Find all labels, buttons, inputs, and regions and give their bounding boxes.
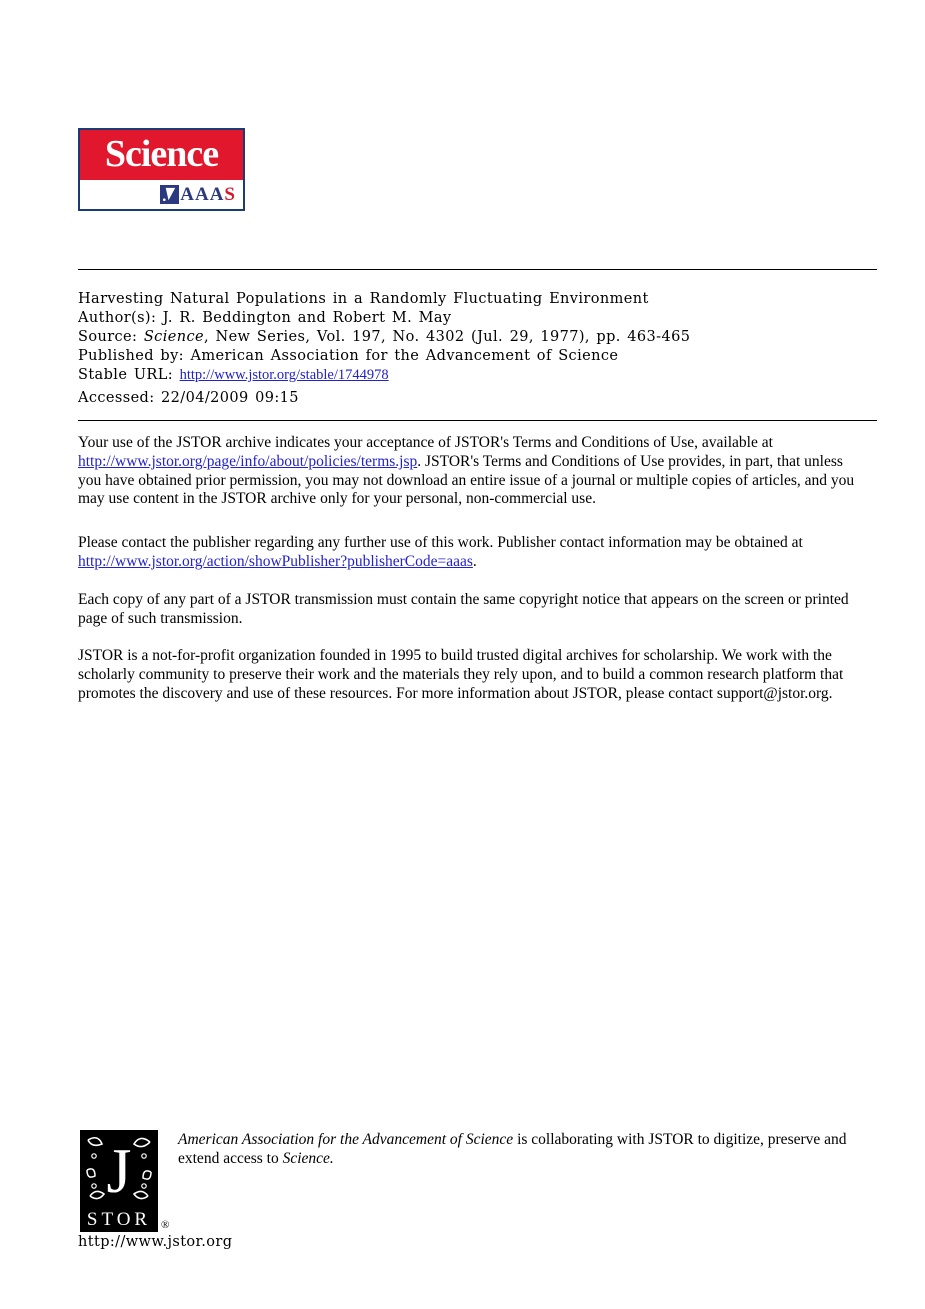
collaboration-note: American Association for the Advancement of Science is collaborating with JSTOR to digitize, preserve and extend access to Science. [178, 1131, 847, 1167]
science-journal-logo [78, 128, 245, 211]
jstor-stor-wordmark: STOR [86, 1209, 152, 1230]
terms-paragraph-3: Each copy of any part of a JSTOR transmission must contain the same copyright notice that appears on the screen or printed page of such transmission. [78, 590, 849, 627]
article-source: Source: Science, New Series, Vol. 197, No. 4302 (Jul. 29, 1977), pp. 463-465 [78, 329, 691, 345]
terms-and-conditions [78, 434, 868, 723]
stable-url-link[interactable]: http://www.jstor.org/stable/1744978 [179, 367, 389, 383]
accessed-date: Accessed: 22/04/2009 09:15 [78, 390, 299, 406]
jstor-logo [80, 1130, 158, 1232]
article-title: Harvesting Natural Populations in a Randomly Fluctuating Environment [78, 291, 649, 307]
terms-policy-link[interactable]: http://www.jstor.org/page/info/about/policies/terms.jsp [78, 452, 418, 470]
divider-top [78, 269, 877, 270]
registered-trademark-symbol: ® [161, 1219, 170, 1231]
collab-journal-name: Science. [282, 1149, 334, 1167]
article-publisher: Published by: American Association for the Advancement of Science [78, 348, 619, 364]
terms-paragraph-1: Your use of the JSTOR archive indicates your acceptance of JSTOR's Terms and Conditions of Use, available at http://www.jstor.org/page/info/about/policies/terms.jsp. JSTOR's Terms and Conditions of Use provides, in part, that unless you have obtained prior permission, you may not download an entire issue of a journal or multiple copies of articles, and you may use content in the JSTOR archive only for your personal, non-commercial use. [78, 434, 855, 508]
jstor-homepage-url: http://www.jstor.org [78, 1234, 233, 1250]
svg-text:J: J [106, 1135, 132, 1206]
divider-bottom [78, 420, 877, 421]
stable-url-line: Stable URL: http://www.jstor.org/stable/1744978 [78, 367, 389, 383]
article-metadata [78, 290, 877, 408]
publisher-info-link[interactable]: http://www.jstor.org/action/showPublisher?publisherCode=aaas [78, 552, 473, 570]
article-authors: Author(s): J. R. Beddington and Robert M. May [78, 310, 452, 326]
terms-paragraph-4: JSTOR is a not-for-profit organization founded in 1995 to build trusted digital archives for scholarship. We work with the scholarly community to preserve their work and the materials they rely upon, and to build a common research platform that promotes the discovery and use of these resources. For more information about JSTOR, please contact support@jstor.org. [78, 647, 844, 702]
aaas-wordmark: AAAS [180, 184, 236, 205]
aaas-flag-icon [160, 185, 179, 204]
science-wordmark: Science [80, 130, 243, 180]
collab-org-name: American Association for the Advancement of Science [178, 1131, 514, 1148]
journal-name: Science [143, 329, 204, 345]
aaas-bar [80, 180, 243, 209]
terms-paragraph-2: Please contact the publisher regarding any further use of this work. Publisher contact information may be obtained at http://www.jstor.org/action/showPublisher?publisherCode=aaas. [78, 534, 803, 570]
jstor-ornate-j-icon [80, 1130, 158, 1208]
